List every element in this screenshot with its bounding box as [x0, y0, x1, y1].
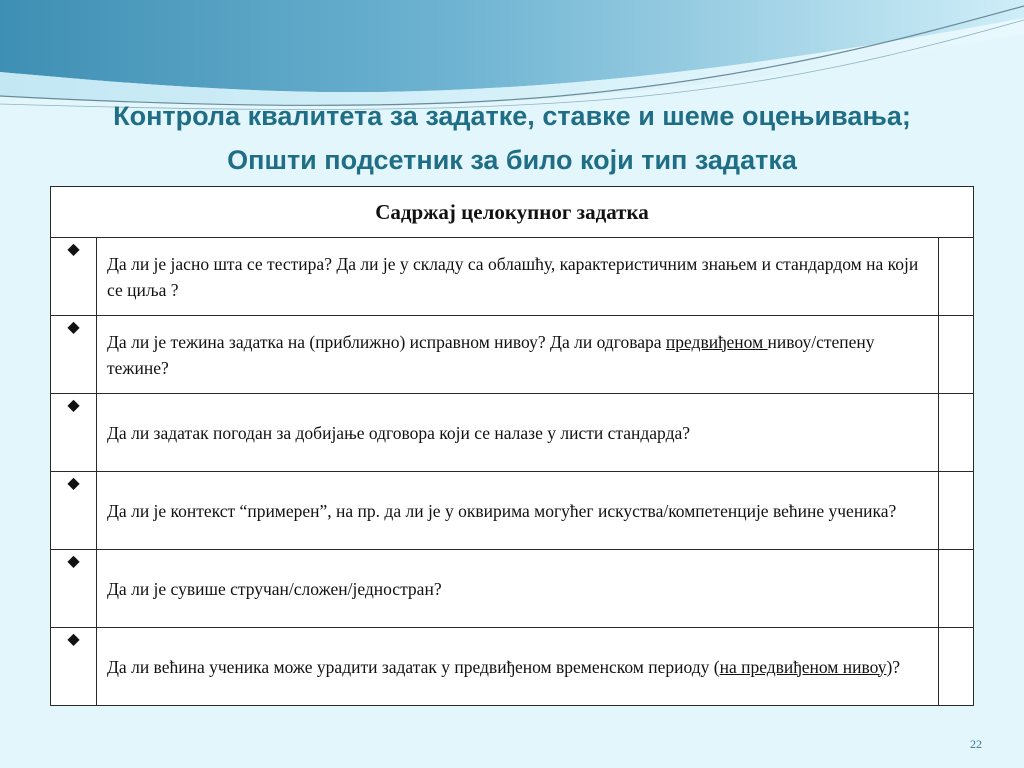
bullet-cell [51, 238, 97, 316]
title-line-1: Контрола квалитета за задатке, ставке и шеме оцењивања; [113, 101, 911, 131]
bullet-cell [51, 550, 97, 628]
row-text [97, 628, 939, 706]
checkbox-cell[interactable] [939, 394, 974, 472]
row-text-end: )? [886, 656, 901, 677]
bullet-cell [51, 628, 97, 706]
diamond-bullet-icon: ◆ [67, 397, 80, 414]
checkbox-cell[interactable] [939, 472, 974, 550]
checklist-table [50, 186, 974, 706]
table-row [51, 238, 974, 316]
page-number: 22 [970, 737, 982, 751]
table-row [51, 394, 974, 472]
row-text-main: Да ли је сувише стручан/сложен/једностран? [107, 578, 442, 599]
row-text [97, 238, 939, 316]
checkbox-cell[interactable] [939, 316, 974, 394]
row-text [97, 394, 939, 472]
row-text-main: Да ли је тежина задатка на (приближно) исправном нивоу? Да ли одговара [107, 331, 666, 352]
row-text [97, 550, 939, 628]
diamond-bullet-icon: ◆ [67, 241, 80, 258]
row-text [97, 472, 939, 550]
bullet-cell [51, 472, 97, 550]
table-row [51, 550, 974, 628]
diamond-bullet-icon: ◆ [67, 631, 80, 648]
diamond-bullet-icon: ◆ [67, 475, 80, 492]
row-text-main: Да ли задатак погодан за добијање одговора који се налазе у листи стандарда? [107, 422, 691, 443]
table-row [51, 472, 974, 550]
row-text-main: Да ли је контекст “примерен”, на пр. да ли је у оквирима могућег искуства/компетенције већине ученика? [107, 500, 897, 521]
row-text-underlined: предвиђеном [665, 331, 768, 352]
row-text-underlined: на предвиђеном нивоу [719, 656, 887, 677]
row-text-end: нивоу/степену тежине? [107, 331, 875, 378]
table-header-row [51, 187, 974, 238]
checkbox-cell[interactable] [939, 550, 974, 628]
checkbox-cell[interactable] [939, 628, 974, 706]
row-text [97, 316, 939, 394]
diamond-bullet-icon: ◆ [67, 319, 80, 336]
table-header: Садржај целокупног задатка [51, 187, 974, 238]
slide-title [0, 94, 1024, 182]
checkbox-cell[interactable] [939, 238, 974, 316]
row-text-main: Да ли је јасно шта се тестира? Да ли је у складу са облашћу, карактеристичним знањем и стандардом на који се циља ? [107, 253, 919, 300]
table-row [51, 628, 974, 706]
title-line-2: Општи подсетник за било који тип задатка [227, 145, 797, 175]
table-row [51, 316, 974, 394]
row-text-main: Да ли већина ученика може урадити задатак у предвиђеном временском периоду ( [107, 656, 720, 677]
bullet-cell [51, 394, 97, 472]
diamond-bullet-icon: ◆ [67, 553, 80, 570]
bullet-cell [51, 316, 97, 394]
